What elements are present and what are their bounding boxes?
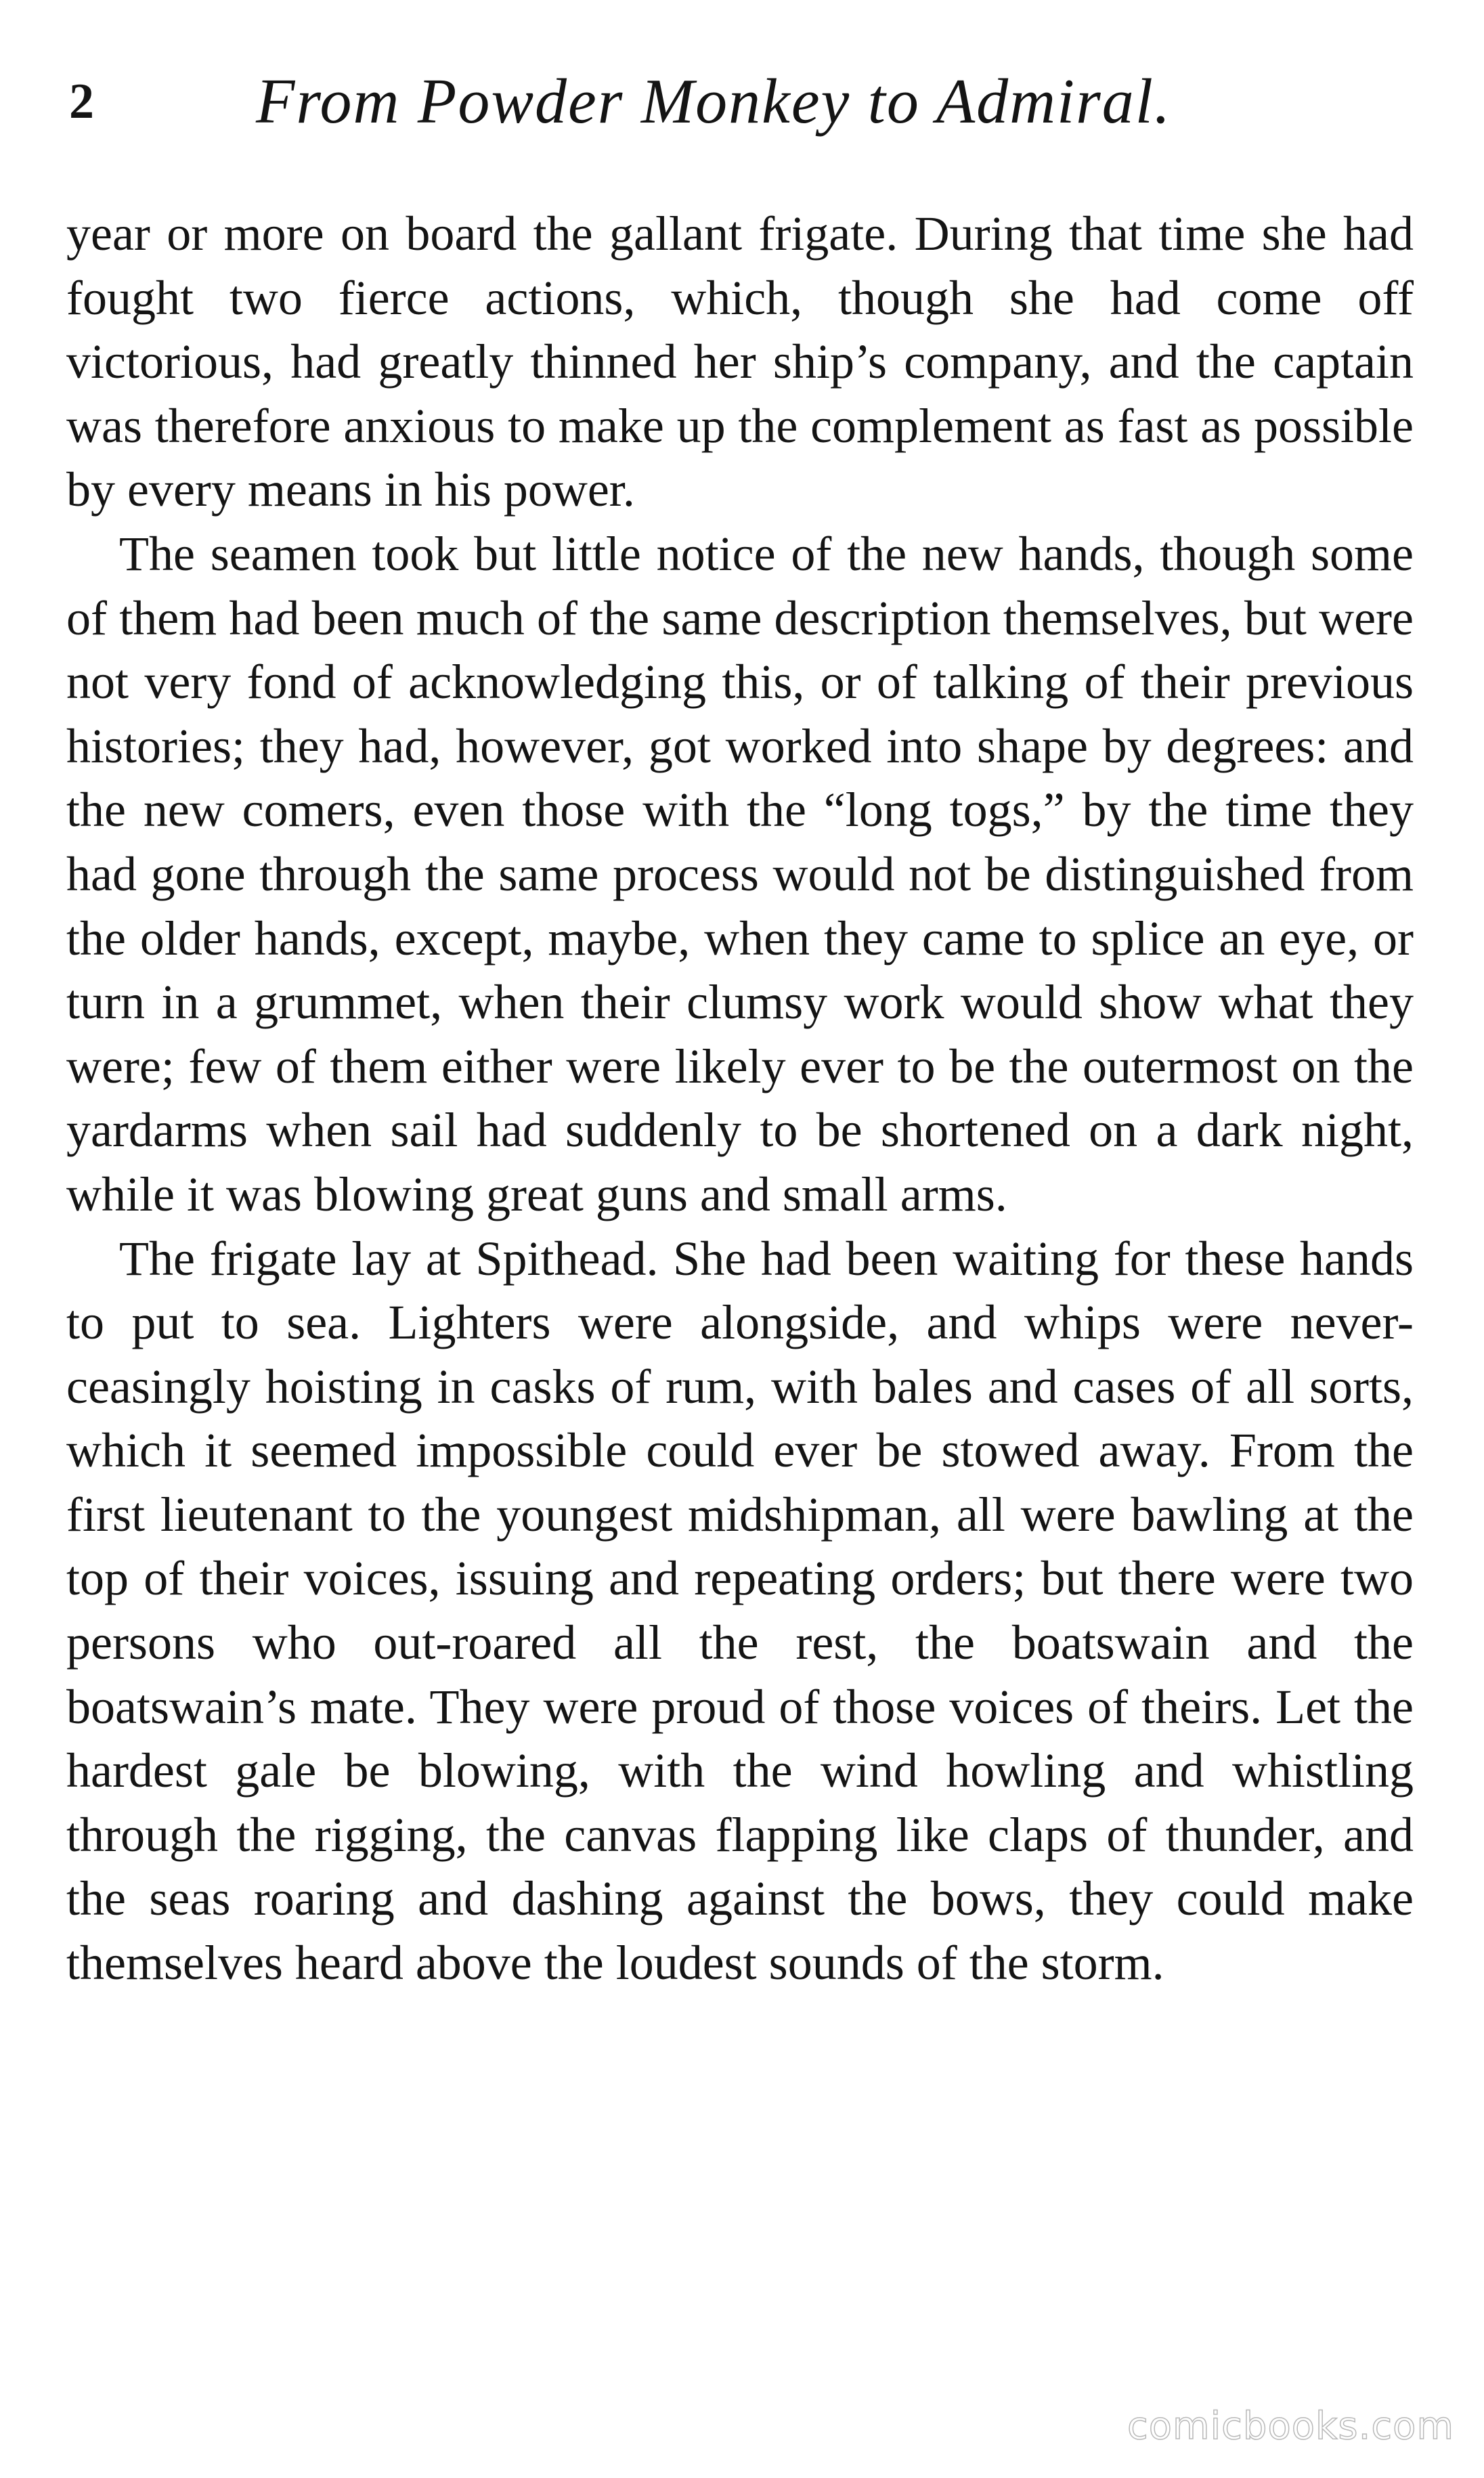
paragraph: The seamen took but little notice of the new hands, though some of them had been much of the same description themselves, but were not very fond of acknowledging this, or of talking of their previous histories; they had, however, got worked into shape by degrees: and the new comers, even those with the “long togs,” by the time they had gone through the same process would not be distinguished from the older hands, except, maybe, when they came to splice an eye, or turn in a grummet, when their clumsy work would show what they were; few of them either were likely ever to be the outermost on the yardarms when sail had suddenly to be shortened on a dark night, while it was blowing great guns and small arms. xyxy=(66,526,1414,1221)
paragraph: The frigate lay at Spithead. She had been waiting for these hands to put to sea. Lighters were alongside, and whips were never-ceasingly hoisting in casks of rum, with bales and cases of all sorts, which it seemed impossible could ever be stowed away. From the first lieutenant to the youngest midshipman, all were bawling at the top of their voices, issuing and repeating orders; but there were two persons who out-roared all the rest, the boatswain and the boatswain’s mate. They were proud of those voices of theirs. Let the hardest gale be blowing, with the wind howling and whistling through the rigging, the canvas flapping like claps of thunder, and the seas roaring and dashing against the bows, they could make themselves heard above the loudest sounds of the storm. xyxy=(66,1231,1414,1991)
paragraph-continued: year or more on board the gallant frigate. During that time she had fought two fierce actions, which, though she had come off victorious, had greatly thinned her ship’s company, and the captain was therefore anxious to make up the complement as fast as possible by every means in his power. xyxy=(66,206,1414,517)
book-title: From Powder Monkey to Admiral. xyxy=(256,66,1172,137)
page-number: 2 xyxy=(69,74,94,129)
text-body xyxy=(66,202,1414,1995)
watermark: comicbooks.com xyxy=(1127,2404,1454,2448)
running-head xyxy=(66,65,1418,146)
